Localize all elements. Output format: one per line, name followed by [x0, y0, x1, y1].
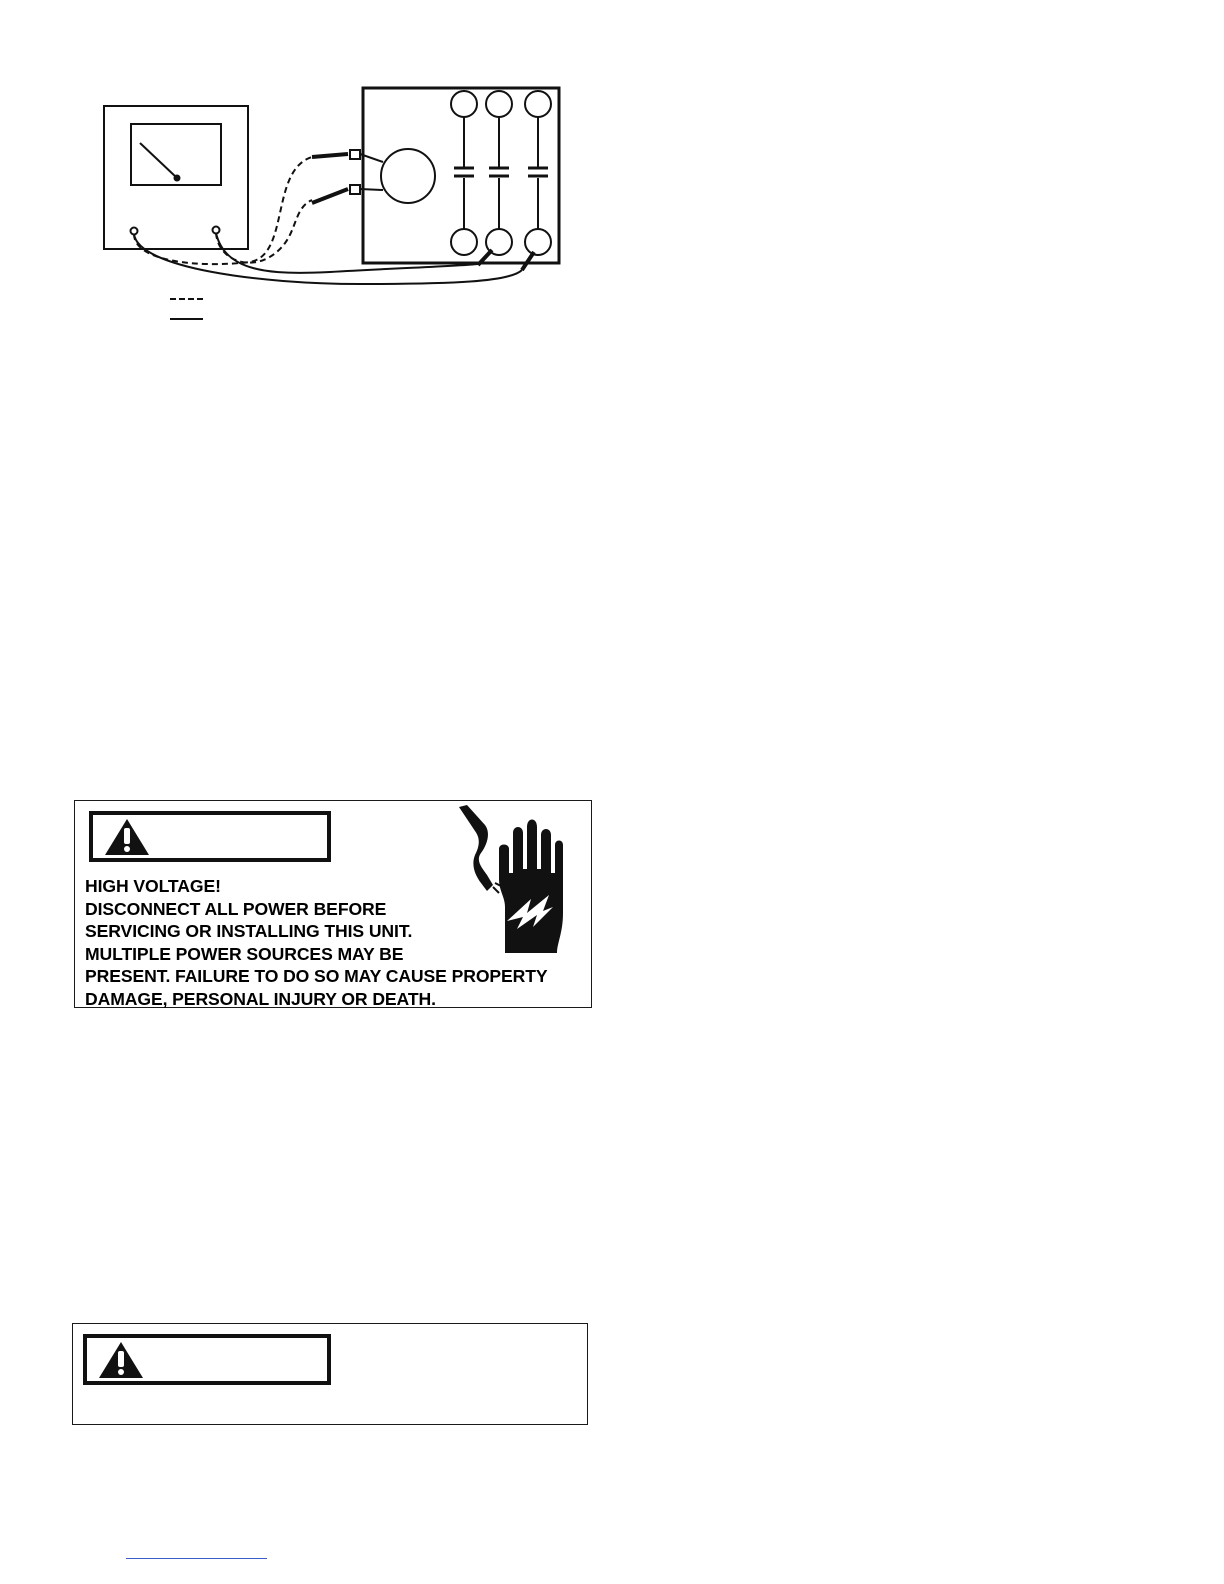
- contact-column-2: [486, 91, 512, 255]
- solid-lead-1: [134, 234, 522, 284]
- warning-line: DAMAGE, PERSONAL INJURY OR DEATH.: [85, 988, 436, 1009]
- motor-terminal-top: [350, 150, 360, 159]
- warning-line: DISCONNECT ALL POWER BEFORE: [85, 898, 387, 919]
- meter-needle-pivot: [175, 176, 180, 181]
- motor-terminal-bottom: [350, 185, 360, 194]
- probe-top: [312, 154, 348, 157]
- warning-triangle-icon: [97, 1340, 145, 1380]
- motor-symbol: [381, 149, 435, 203]
- signal-word-banner: [83, 1334, 331, 1385]
- warning-line: PRESENT. FAILURE TO DO SO MAY CAUSE PROPERTY: [85, 966, 548, 987]
- warning-triangle-icon: [103, 817, 151, 857]
- warning-line: SERVICING OR INSTALLING THIS UNIT.: [85, 921, 413, 942]
- wiring-test-diagram: [0, 0, 620, 340]
- probe-bottom: [312, 189, 348, 203]
- meter-needle: [140, 143, 176, 177]
- contact-column-1: [451, 91, 477, 255]
- warning-box-2: [72, 1323, 588, 1425]
- warning-line: MULTIPLE POWER SOURCES MAY BE: [85, 943, 404, 964]
- high-voltage-warning-box: [74, 800, 592, 1008]
- contact-column-3: [525, 91, 551, 255]
- probe-contact-3: [522, 252, 534, 270]
- warning-line: HIGH VOLTAGE!: [85, 876, 221, 896]
- footer-link[interactable]: [126, 1540, 267, 1559]
- signal-word-banner: [89, 811, 331, 862]
- solid-lead-2: [216, 233, 478, 273]
- meter-terminal-right: [213, 227, 220, 234]
- warning-message: [85, 875, 548, 1011]
- meter-terminal-left: [131, 228, 138, 235]
